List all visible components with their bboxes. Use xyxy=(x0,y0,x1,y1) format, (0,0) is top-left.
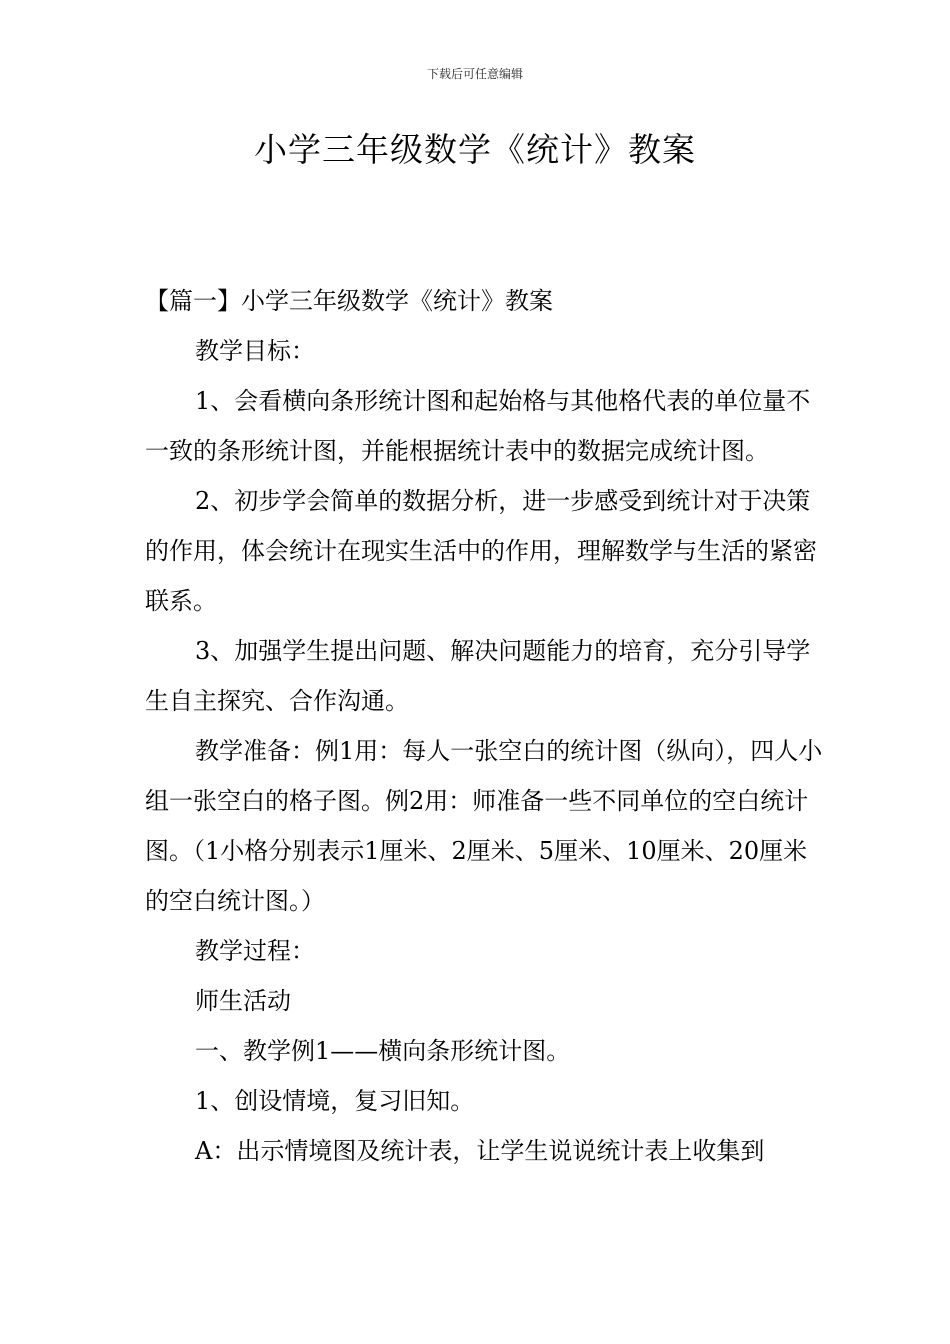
header-note: 下载后可任意编辑 xyxy=(426,67,523,81)
paragraph-goal-2: 2、初步学会简单的数据分析，进一步感受到统计对于决策的作用，体会统计在现实生活中的作用，理解数学与生活的紧密联系。 xyxy=(145,487,817,615)
paragraph-step-a: A：出示情境图及统计表，让学生说说统计表上收集到 xyxy=(195,1137,765,1165)
document-title: 小学三年级数学《统计》教案 xyxy=(254,130,696,169)
paragraph-activities: 师生活动 xyxy=(195,987,291,1015)
paragraph-example-1: 一、教学例1——横向条形统计图。 xyxy=(195,1037,571,1065)
section-heading: 【篇一】小学三年级数学《统计》教案 xyxy=(145,287,553,315)
paragraph-process-heading: 教学过程： xyxy=(195,937,315,965)
paragraph-goal-3: 3、加强学生提出问题、解决问题能力的培育，充分引导学生自主探究、合作沟通。 xyxy=(145,637,811,715)
paragraph-goal-1: 1、会看横向条形统计图和起始格与其他格代表的单位量不一致的条形统计图，并能根据统计表中的数据完成统计图。 xyxy=(145,387,811,465)
paragraph-step-1: 1、创设情境，复习旧知。 xyxy=(195,1087,475,1115)
paragraph-teaching-goals-heading: 教学目标： xyxy=(195,337,315,365)
document-body xyxy=(145,276,825,1176)
paragraph-preparation: 教学准备：例1用：每人一张空白的统计图（纵向），四人小组一张空白的格子图。例2用：师准备一些不同单位的空白统计图。（1小格分别表示1厘米、2厘米、5厘米、10厘米、20厘米的空白统计图。） xyxy=(145,737,823,915)
